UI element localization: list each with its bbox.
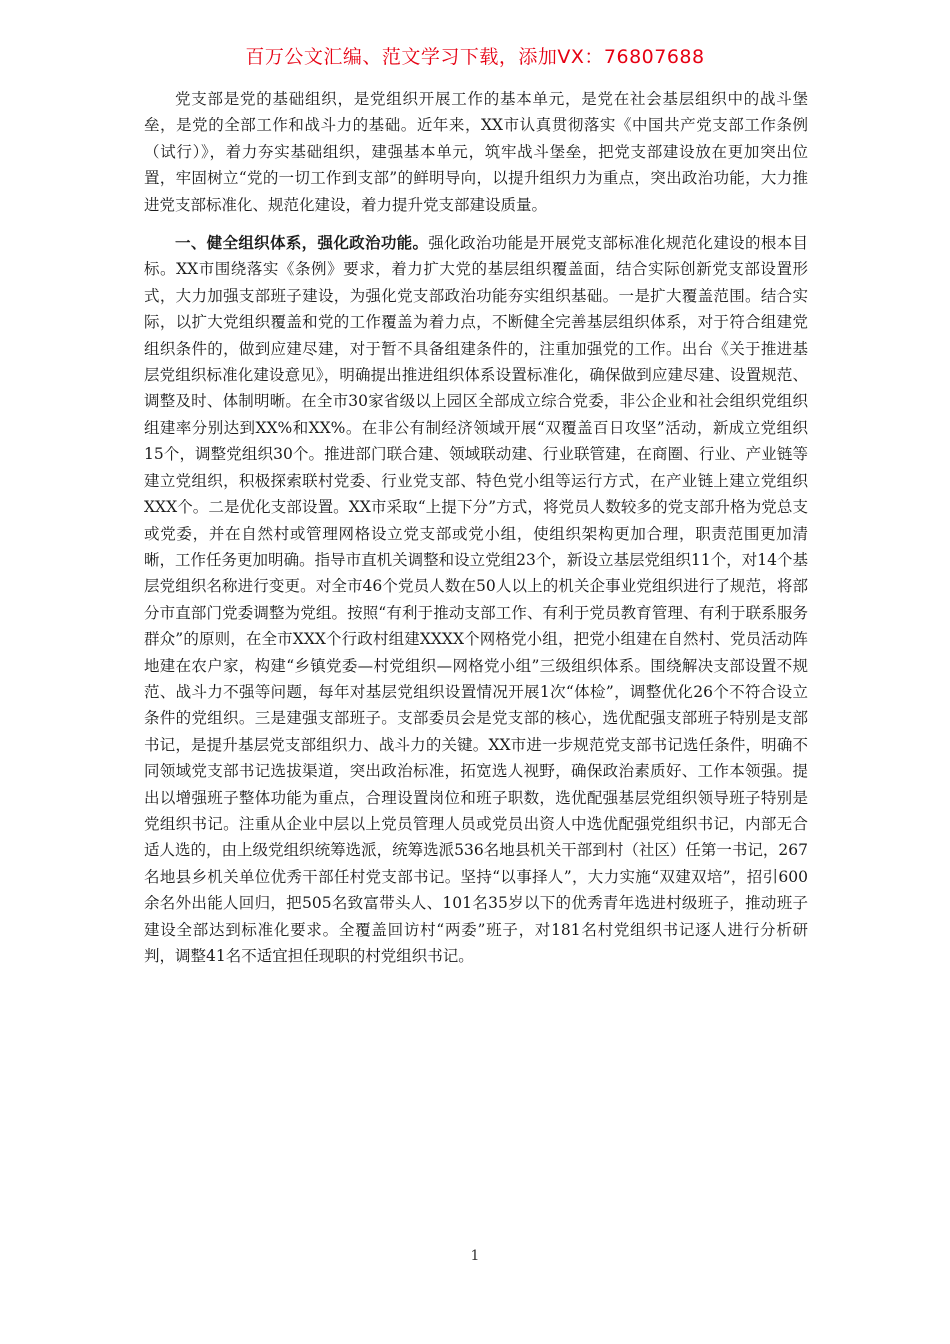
document-body	[144, 86, 808, 969]
page-number: 1	[470, 1248, 480, 1264]
header-watermark: 百万公文汇编、范文学习下载，添加VX：76807688	[245, 46, 705, 68]
intro-paragraph: 党支部是党的基础组织，是党组织开展工作的基本单元，是党在社会基层组织中的战斗堡垒，是党的全部工作和战斗力的基础。近年来，XX市认真贯彻落实《中国共产党支部工作条例（试行）》，着力夯实基础组织，建强基本单元，筑牢战斗堡垒，把党支部建设放在更加突出位置，牢固树立“党的一切工作到支部”的鲜明导向，以提升组织力为重点，突出政治功能，大力推进党支部标准化、规范化建设，着力提升党支部建设质量。	[144, 90, 808, 214]
section1-paragraph	[144, 230, 808, 969]
section1-body: 强化政治功能是开展党支部标准化规范化建设的根本目标。XX市围绕落实《条例》要求，着力扩大党的基层组织覆盖面，结合实际创新党支部设置形式，大力加强支部班子建设，为强化党支部政治功能夯实组织基础。一是扩大覆盖范围。结合实际，以扩大党组织覆盖和党的工作覆盖为着力点，不断健全完善基层组织体系，对于符合组建党组织条件的，做到应建尽建，对于暂不具备组建条件的，注重加强党的工作。出台《关于推进基层党组织标准化建设意见》，明确提出推进组织体系设置标准化，确保做到应建尽建、设置规范、调整及时、体制明晰。在全市30家省级以上园区全部成立综合党委，非公企业和社会组织党组织组建率分别达到XX%和XX%。在非公有制经济领域开展“双覆盖百日攻坚”活动，新成立党组织15个，调整党组织30个。推进部门联合建、领域联动建、行业联管建，在商圈、行业、产业链等建立党组织，积极探索联村党委、行业党支部、特色党小组等运行方式，在产业链上建立党组织XXX个。二是优化支部设置。XX市采取“上提下分”方式，将党员人数较多的党支部升格为党总支或党委，并在自然村或管理网格设立党支部或党小组，使组织架构更加合理，职责范围更加清晰，工作任务更加明确。指导市直机关调整和设立党组23个，新设立基层党组织11个，对14个基层党组织名称进行变更。对全市46个党员人数在50人以上的机关企事业党组织进行了规范，将部分市直部门党委调整为党组。按照“有利于推动支部工作、有利于党员教育管理、有利于联系服务群众”的原则，在全市XXX个行政村组建XXXX个网格党小组，把党小组建在自然村、党员活动阵地建在农户家，构建“乡镇党委—村党组织—网格党小组”三级组织体系。围绕解决支部设置不规范、战斗力不强等问题，每年对基层党组织设置情况开展1次“体检”，调整优化26个不符合设立条件的党组织。三是建强支部班子。支部委员会是党支部的核心，选优配强支部班子特别是支部书记，是提升基层党支部组织力、战斗力的关键。XX市进一步规范党支部书记选任条件，明确不同领域党支部书记选拔渠道，突出政治标准，拓宽选人视野，确保政治素质好、工作本领强。提出以增强班子整体功能为重点，合理设置岗位和班子职数，选优配强基层党组织领导班子特别是党组织书记。注重从企业中层以上党员管理人员或党员出资人中选优配强党组织书记，内部无合适人选的，由上级党组织统筹选派，统筹选派536名地县机关干部到村（社区）任第一书记，267名地县乡机关单位优秀干部任村党支部书记。坚持“以事择人”，大力实施“双建双培”，招引600余名外出能人回归，把505名致富带头人、101名35岁以下的优秀青年选进村级班子，推动班子建设全部达到标准化要求。全覆盖回访村“两委”班子，对181名村党组织书记逐人进行分析研判，调整41名不适宜担任现职的村党组织书记。	[144, 234, 808, 965]
section1-heading: 一、健全组织体系，强化政治功能。	[175, 233, 429, 253]
